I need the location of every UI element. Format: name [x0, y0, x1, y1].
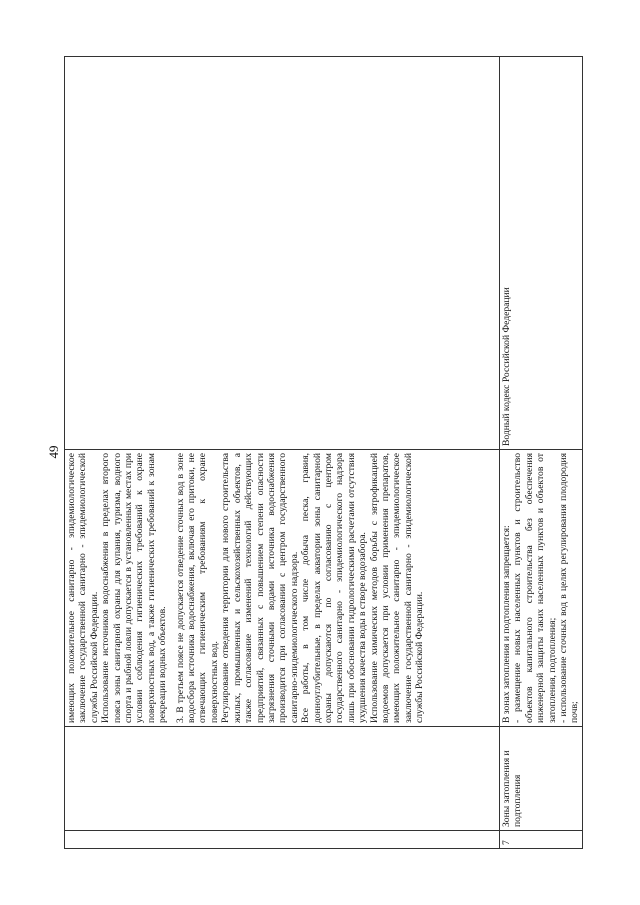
rotated-page-content — [64, 56, 581, 849]
restriction-paragraph: имеющих положительное санитарно - эпидемиологическое заключение государственной санитарно - эпидемиологической службы Российской Федерации. — [66, 453, 100, 723]
restriction-paragraph: 3. В третьем поясе не допускается отведение сточных вод в зоне водосбора источника водоснабжения, включая его притоки, не отвечающих гигиеническим требованиям к охране поверхностных вод. — [174, 453, 220, 723]
restriction-paragraph: Все работы, в том числе добыча песка, гравия, донноуглубительные, в пределах акватории зоны санитарной охраны допускаются по согласованию с центром государственного санитарно - эпидемиологического надзора лишь при обосновании гидрологическими расчетами отсутствия ухудшения качества воды в створе водозабора. — [300, 453, 369, 723]
row2-restrictions-cell — [500, 450, 583, 727]
page-number: 49 — [46, 445, 61, 459]
restriction-paragraph: Регулирование отведения территории для нового строительства жилых, промышленных и сельскохозяйственных объектов, а также согласование изменений технологий действующих предприятий, связанных с повышением степени опасности загрязнения сточными водами источника водоснабжения производится при согласовании с центром государственного санитарно-эпидемиологического надзора. — [220, 453, 300, 723]
restriction-paragraph: - размещение новых населенных пунктов и строительство объектов капитального строительства без обеспечения инженерной защиты таких населенных пунктов и объектов от затопления, подтопления; — [512, 453, 558, 723]
row-number: 7 — [500, 831, 583, 849]
row1-restrictions-cell — [65, 450, 500, 727]
restriction-paragraph: В зонах затопления и подтопления запрещается: — [501, 525, 512, 723]
row1-legal-basis-cell — [65, 57, 500, 450]
table-row — [500, 57, 583, 849]
zone-name: Зоны затопления и подтопления — [500, 727, 583, 831]
zones-table — [64, 56, 583, 849]
row1-zone-cell — [65, 727, 500, 831]
restriction-paragraph: - использование сточных вод в целях регулирования плодородия почв; — [558, 453, 581, 723]
table-row — [65, 57, 500, 849]
restriction-paragraph: Использование источников водоснабжения в пределах второго пояса зоны санитарной охраны для купания, туризма, водного спорта и рыбной ловли допускается в установленных местах при условии соблюдения гигиенических требований к охране поверхностных вод, а также гигиенических требований к зонам рекреации водных объектов. — [100, 453, 169, 723]
row1-number-cell — [65, 831, 500, 849]
legal-basis: Водный кодекс Российской Федерации — [500, 57, 583, 450]
restriction-paragraph: Использование химических методов борьбы с эвтрофикацией водоемов допускается при условии применения препаратов, имеющих положительное санитарно - эпидемиологическое заключение государственной санитарно - эпидемиологической службы Российской Федерации. — [368, 453, 426, 723]
